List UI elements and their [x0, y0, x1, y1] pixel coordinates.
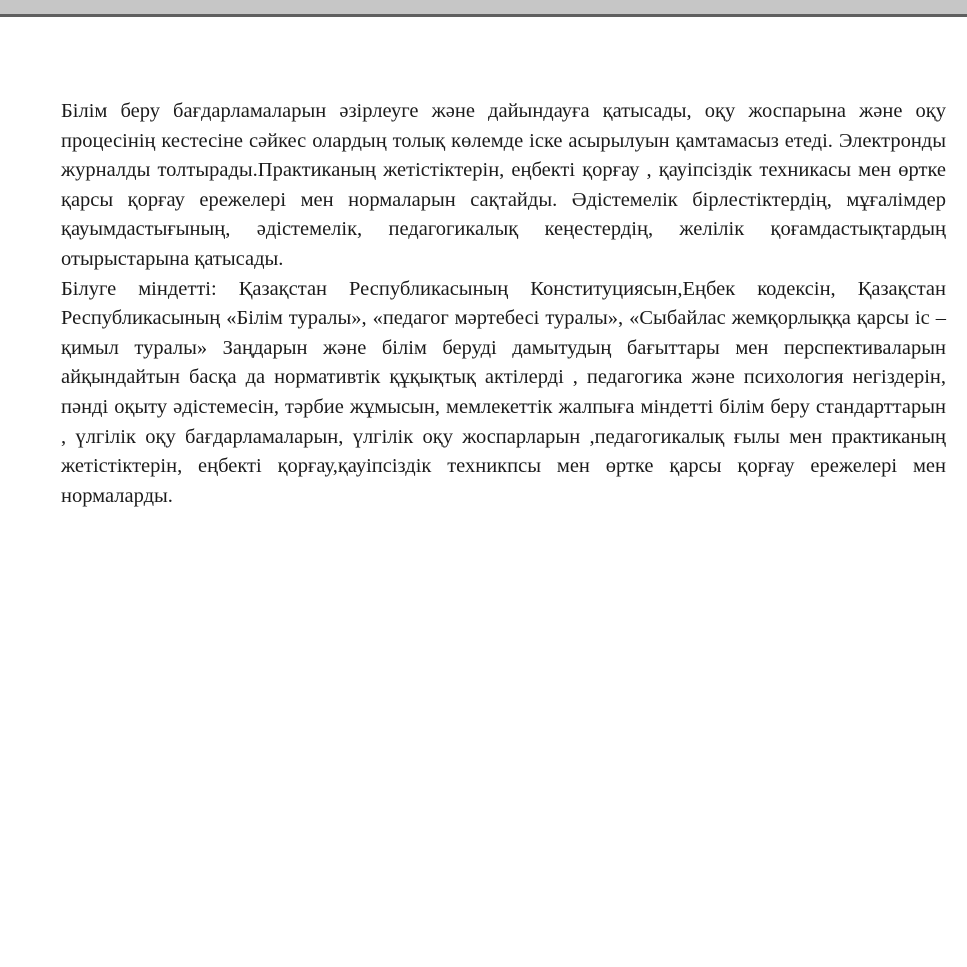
document-body	[61, 97, 946, 511]
paragraph-must-know: Білуге міндетті: Қазақстан Республикасының Конституциясын,Еңбек кодексін, Қазақстан Республикасының «Білім туралы», «педагог мәртебесі туралы», «Сыбайлас жемқорлыққа қарсы іс –қимыл туралы» Заңдарын және білім беруді дамытудың бағыттары мен перспективаларын айқындайтын басқа да нормативтік құқықтық актілерді , педагогика және психология негіздерін, пәнді оқыту әдістемесін, тәрбие жұмысын, мемлекеттік жалпыға міндетті білім беру стандарттарын , үлгілік оқу бағдарламаларын, үлгілік оқу жоспарларын ,педагогикалық ғылы мен практиканың жетістіктерін, еңбекті қорғау,қауіпсіздік техникпсы мен өртке қарсы қорғау ережелері мен нормаларды.	[61, 277, 946, 507]
document-page	[0, 17, 967, 967]
window-top-bar	[0, 0, 967, 14]
paragraph-duties: Білім беру бағдарламаларын әзірлеуге және дайындауға қатысады, оқу жоспарына және оқу процесінің кестесіне сәйкес олардың толық көлемде іске асырылуын қамтамасыз етеді. Электронды журналды толтырады.Практиканың жетістіктерін, еңбекті қорғау , қауіпсіздік техникасы мен өртке қарсы қорғау ережелері мен нормаларын сақтайды. Әдістемелік бірлестіктердің, мұғалімдер қауымдастығының, әдістемелік, педагогикалық кеңестердің, желілік қоғамдастықтардың отырыстарына қатысады.	[61, 100, 946, 270]
